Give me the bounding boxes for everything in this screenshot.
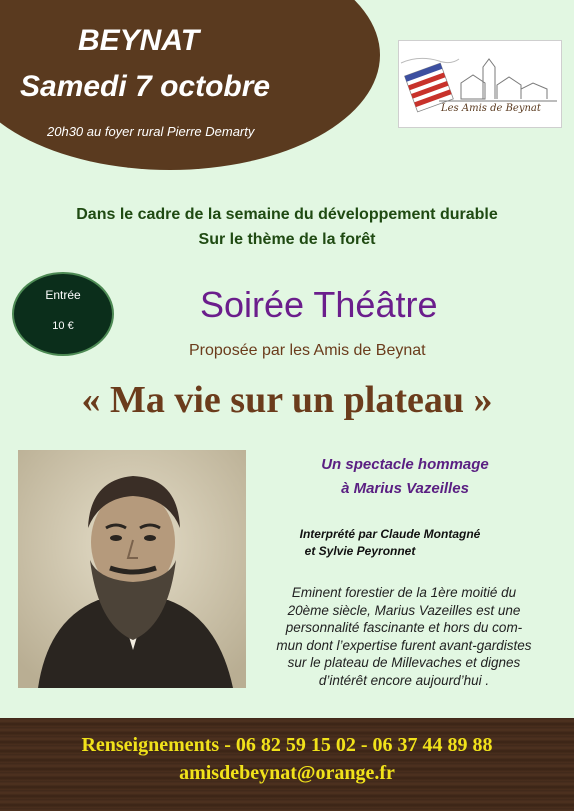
village-flag-icon (399, 41, 561, 127)
contact-phone-line: Renseignements - 06 82 59 15 02 - 06 37 44 89 88 (81, 734, 493, 756)
event-organizer: Proposée par les Amis de Beynat (189, 342, 426, 359)
description-line: mun dont l’expertise furent avant-gardistes (276, 637, 532, 653)
cast-line-1: Interprété par Claude Montagné (299, 527, 481, 541)
subtitle-line-1: Un spectacle hommage (321, 456, 489, 473)
context-line-2: Sur le thème de la forêt (198, 231, 376, 248)
subtitle-line-2: à Marius Vazeilles (341, 480, 469, 497)
context-line-1: Dans le cadre de la semaine du développement durable (76, 206, 498, 223)
play-title: « Ma vie sur un plateau » (81, 379, 493, 421)
description-line: personnalité fascinante et hors du com- (285, 620, 523, 636)
entry-label: Entrée (45, 288, 81, 302)
event-venue: 20h30 au foyer rural Pierre Demarty (47, 124, 255, 139)
entry-price: 10 € (52, 320, 74, 332)
portrait-photo (18, 450, 246, 688)
bearded-man-portrait (18, 450, 246, 688)
description-line: d’intérêt encore aujourd’hui . (318, 672, 490, 688)
association-logo (398, 40, 562, 128)
description-line: 20ème siècle, Marius Vazeilles est une (287, 602, 521, 618)
entry-price-badge (12, 272, 114, 356)
event-date: Samedi 7 octobre (20, 70, 271, 103)
description-line: Eminent forestier de la 1ère moitié du (291, 585, 517, 600)
event-description (248, 584, 560, 690)
cast-line-2: et Sylvie Peyronnet (304, 544, 416, 558)
event-type: Soirée Théâtre (200, 284, 438, 325)
logo-text: Les Amis de Beynat (441, 103, 541, 114)
description-line: sur le plateau de Millevaches et dignes (287, 655, 521, 671)
event-city: BEYNAT (78, 24, 200, 57)
contact-email[interactable]: amisdebeynat@orange.fr (179, 762, 395, 784)
